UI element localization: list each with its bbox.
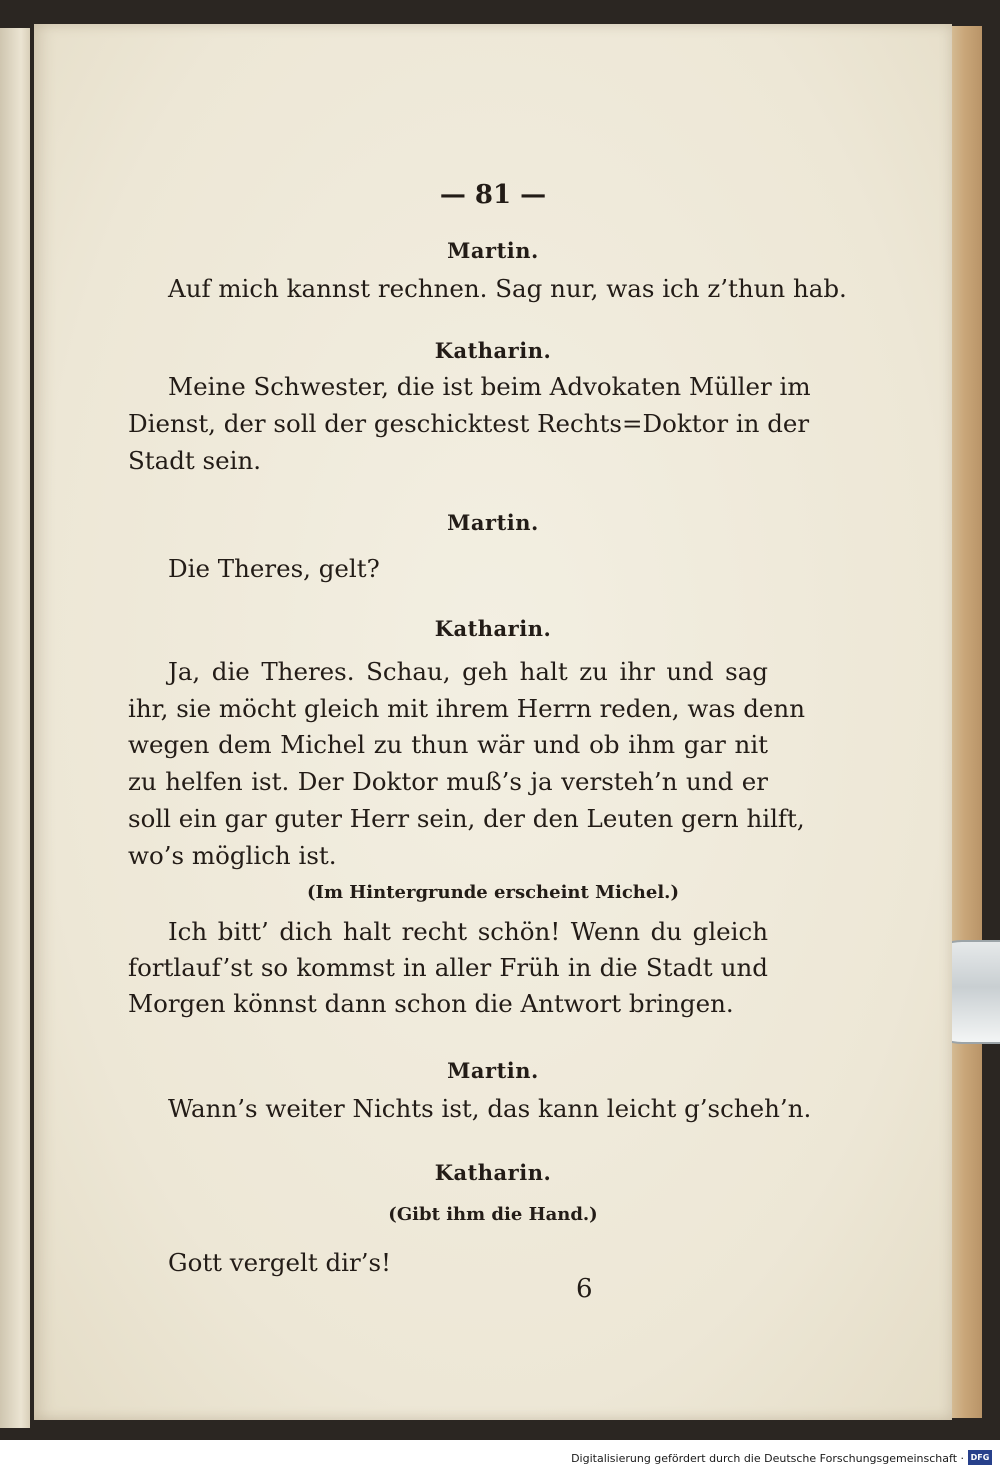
speaker-label: Katharin. (434, 338, 552, 363)
funding-credit: Digitalisierung gefördert durch die Deutsche Forschungsgemeinschaft · (571, 1452, 964, 1465)
text-line: Gott vergelt dir’s! (168, 1248, 391, 1277)
page-number: — 81 — (439, 180, 547, 210)
text-line: Stadt sein. (128, 446, 262, 475)
book-page (34, 24, 952, 1420)
signature-mark: 6 (576, 1274, 593, 1304)
speaker-label: Katharin. (434, 1160, 552, 1185)
text-line: Die Theres, gelt? (168, 554, 380, 583)
text-line: soll ein gar guter Herr sein, der den Leuten gern hilft, (128, 804, 805, 833)
text-line: Ich bitt’ dich halt recht schön! Wenn du gleich (168, 917, 768, 946)
stage-direction: (Im Hintergrunde erscheint Michel.) (307, 882, 679, 903)
facing-page-edge (0, 28, 30, 1428)
text-line: Ja, die Theres. Schau, geh halt zu ihr und sag (168, 657, 768, 686)
text-line: Dienst, der soll der geschicktest Rechts=Doktor in der (128, 409, 810, 438)
text-line: Morgen könnst dann schon die Antwort bringen. (128, 989, 734, 1018)
text-line: wegen dem Michel zu thun wär und ob ihm gar nit (128, 730, 768, 759)
text-line: fortlauf’st so kommst in aller Früh in die Stadt und (128, 953, 768, 982)
text-line: Wann’s weiter Nichts ist, das kann leicht g’scheh’n. (168, 1094, 812, 1123)
dfg-logo: DFG (968, 1450, 992, 1465)
speaker-label: Martin. (447, 238, 539, 263)
text-line: wo’s möglich ist. (128, 841, 337, 870)
text-line: Meine Schwester, die ist beim Advokaten Müller im (168, 372, 811, 401)
speaker-label: Martin. (447, 510, 539, 535)
text-line: Auf mich kannst rechnen. Sag nur, was ich z’thun hab. (168, 274, 847, 303)
footer-bar (0, 1440, 1000, 1468)
speaker-label: Katharin. (434, 616, 552, 641)
speaker-label: Martin. (447, 1058, 539, 1083)
text-line: ihr, sie möcht gleich mit ihrem Herrn reden, was denn (128, 694, 805, 723)
text-line: zu helfen ist. Der Doktor muß’s ja versteh’n und er (128, 767, 768, 796)
stage-direction: (Gibt ihm die Hand.) (388, 1204, 598, 1225)
